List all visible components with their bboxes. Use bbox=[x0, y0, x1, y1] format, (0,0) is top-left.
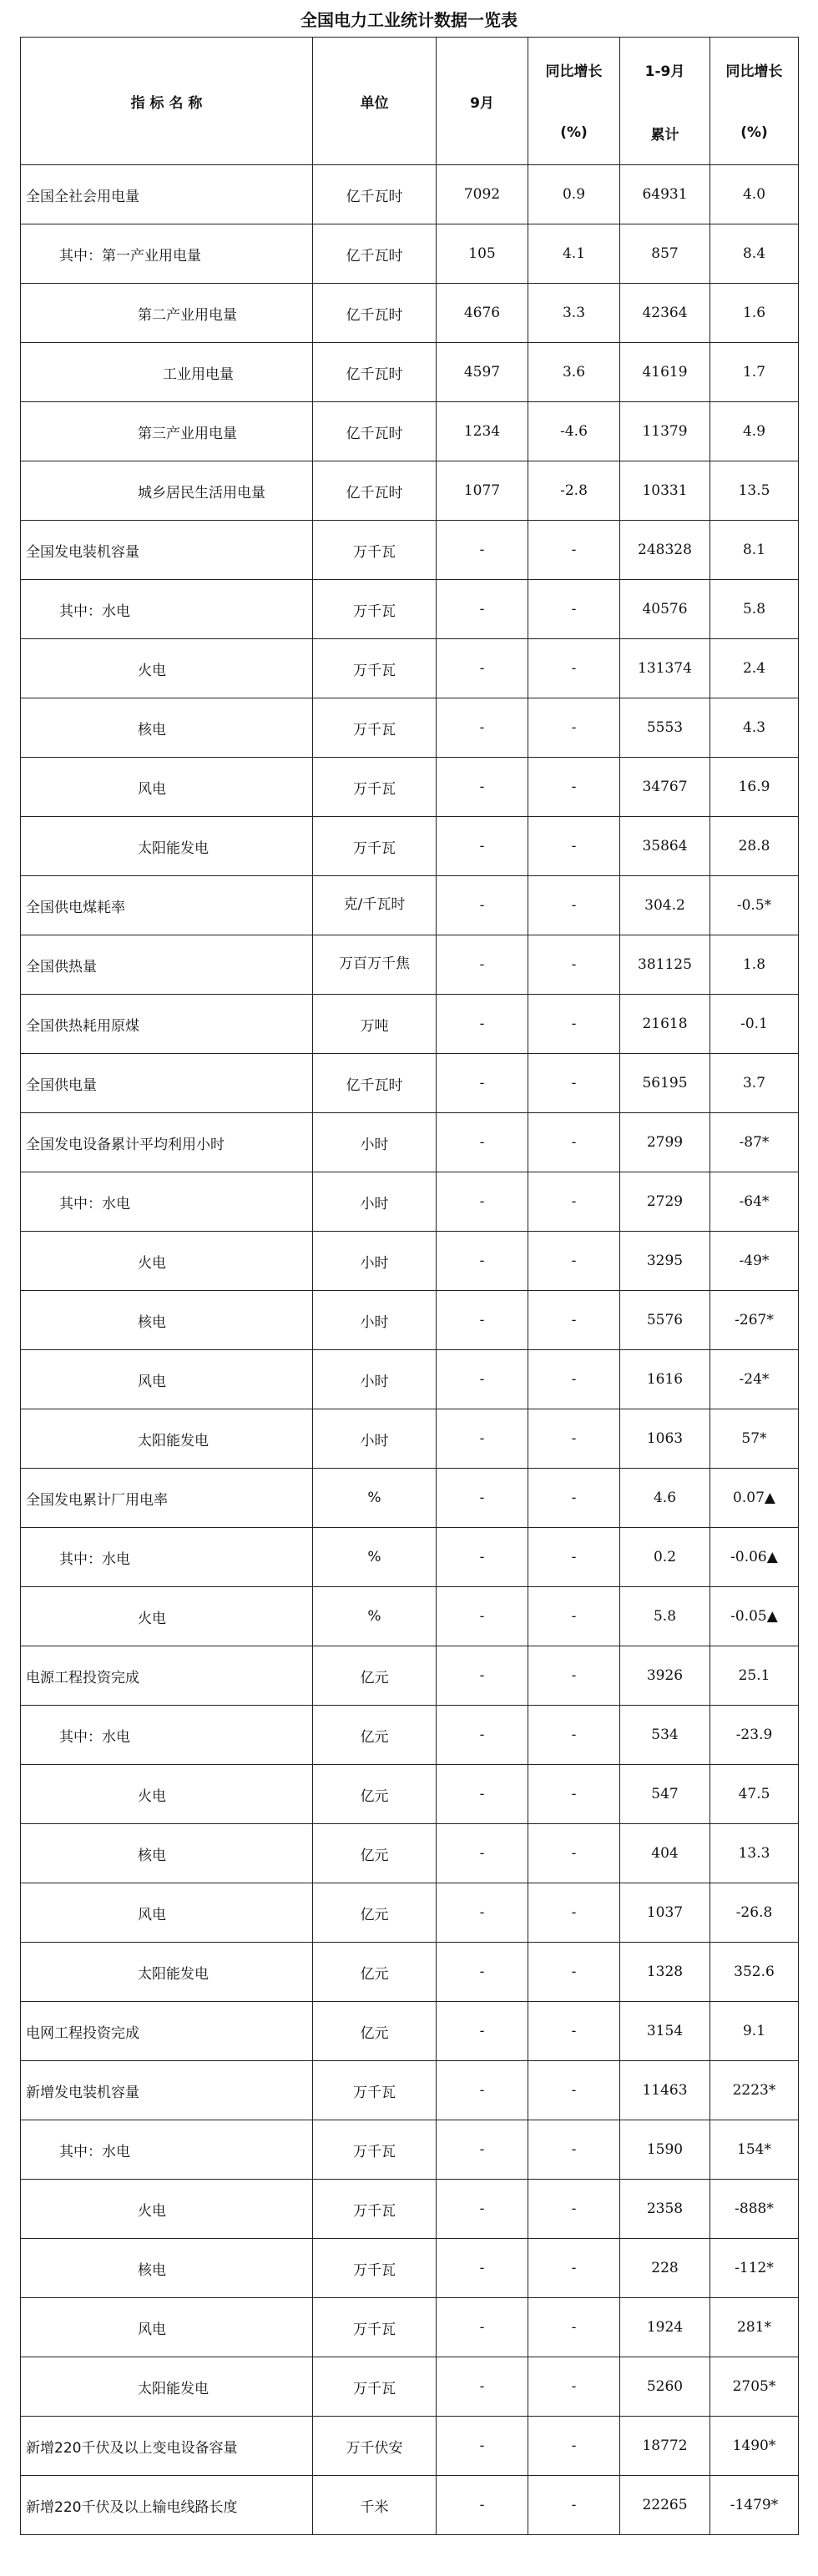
unit-cell: 小时 bbox=[313, 1113, 437, 1172]
month-yoy-cell: - bbox=[528, 1172, 620, 1232]
indicator-name-cell: 核电 bbox=[21, 1291, 313, 1350]
ytd-yoy-cell: 4.9 bbox=[710, 402, 799, 461]
ytd-yoy-cell: 1490* bbox=[710, 2417, 799, 2476]
indicator-name-cell: 火电 bbox=[21, 1765, 313, 1824]
month-yoy-cell: - bbox=[528, 1883, 620, 1943]
ytd-value-cell: 3154 bbox=[620, 2002, 710, 2061]
ytd-value-cell: 2358 bbox=[620, 2180, 710, 2239]
unit-cell: 亿元 bbox=[313, 1883, 437, 1943]
header-yoy-month bbox=[528, 38, 620, 165]
ytd-value-cell: 56195 bbox=[620, 1054, 710, 1113]
month-yoy-cell: - bbox=[528, 1765, 620, 1824]
ytd-yoy-cell: -267* bbox=[710, 1291, 799, 1350]
indicator-name-cell: 全国供热耗用原煤 bbox=[21, 995, 313, 1054]
month-yoy-cell: - bbox=[528, 2061, 620, 2120]
unit-cell: 万千瓦 bbox=[313, 698, 437, 758]
month-value-cell: - bbox=[437, 2120, 528, 2180]
table-row bbox=[21, 1587, 799, 1646]
unit-cell: 万千瓦 bbox=[313, 758, 437, 817]
ytd-value-cell: 42364 bbox=[620, 284, 710, 343]
unit-cell: 克/千瓦时 bbox=[313, 876, 437, 935]
month-yoy-cell: - bbox=[528, 876, 620, 935]
month-value-cell: - bbox=[437, 817, 528, 876]
table-row bbox=[21, 402, 799, 461]
ytd-value-cell: 41619 bbox=[620, 343, 710, 402]
month-yoy-cell: 3.6 bbox=[528, 343, 620, 402]
header-month: 9月 bbox=[437, 38, 528, 165]
month-value-cell: - bbox=[437, 1350, 528, 1409]
month-value-cell: - bbox=[437, 2298, 528, 2357]
table-row bbox=[21, 1291, 799, 1350]
unit-cell: 小时 bbox=[313, 1172, 437, 1232]
table-row bbox=[21, 2120, 799, 2180]
table-row bbox=[21, 2002, 799, 2061]
header-ytd bbox=[620, 38, 710, 165]
indicator-name-cell: 其中：水电 bbox=[21, 580, 313, 639]
month-value-cell: - bbox=[437, 1706, 528, 1765]
indicator-name-cell: 第二产业用电量 bbox=[21, 284, 313, 343]
month-value-cell: - bbox=[437, 1765, 528, 1824]
ytd-value-cell: 22265 bbox=[620, 2476, 710, 2535]
unit-cell: 万千伏安 bbox=[313, 2417, 437, 2476]
ytd-yoy-cell: -87* bbox=[710, 1113, 799, 1172]
ytd-value-cell: 534 bbox=[620, 1706, 710, 1765]
ytd-yoy-cell: -49* bbox=[710, 1232, 799, 1291]
month-value-cell: - bbox=[437, 758, 528, 817]
indicator-name-cell: 电网工程投资完成 bbox=[21, 2002, 313, 2061]
month-value-cell: - bbox=[437, 580, 528, 639]
month-yoy-cell: - bbox=[528, 1528, 620, 1587]
month-yoy-cell: - bbox=[528, 935, 620, 995]
month-yoy-cell: - bbox=[528, 1824, 620, 1883]
page-title: 全国电力工业统计数据一览表 bbox=[300, 10, 518, 30]
unit-cell: 万千瓦 bbox=[313, 2120, 437, 2180]
unit-cell: 亿千瓦时 bbox=[313, 284, 437, 343]
header-indicator-name: 指 标 名 称 bbox=[21, 38, 313, 165]
unit-cell: 小时 bbox=[313, 1232, 437, 1291]
ytd-yoy-cell: -112* bbox=[710, 2239, 799, 2298]
indicator-name-cell: 电源工程投资完成 bbox=[21, 1646, 313, 1706]
table-row bbox=[21, 2476, 799, 2535]
indicator-name-cell: 太阳能发电 bbox=[21, 2357, 313, 2417]
ytd-yoy-cell: 5.8 bbox=[710, 580, 799, 639]
ytd-value-cell: 5553 bbox=[620, 698, 710, 758]
month-yoy-cell: - bbox=[528, 1113, 620, 1172]
ytd-yoy-cell: 3.7 bbox=[710, 1054, 799, 1113]
header-unit: 单位 bbox=[313, 38, 437, 165]
month-yoy-cell: - bbox=[528, 1291, 620, 1350]
month-yoy-cell: - bbox=[528, 2239, 620, 2298]
indicator-name-cell: 全国发电累计厂用电率 bbox=[21, 1469, 313, 1528]
ytd-yoy-cell: 154* bbox=[710, 2120, 799, 2180]
table-row bbox=[21, 1469, 799, 1528]
ytd-value-cell: 35864 bbox=[620, 817, 710, 876]
ytd-yoy-cell: -888* bbox=[710, 2180, 799, 2239]
month-yoy-cell: - bbox=[528, 995, 620, 1054]
table-row bbox=[21, 2061, 799, 2120]
table-row bbox=[21, 2357, 799, 2417]
ytd-yoy-cell: 8.4 bbox=[710, 224, 799, 284]
ytd-yoy-cell: 25.1 bbox=[710, 1646, 799, 1706]
ytd-value-cell: 1037 bbox=[620, 1883, 710, 1943]
month-value-cell: - bbox=[437, 995, 528, 1054]
ytd-yoy-cell: 281* bbox=[710, 2298, 799, 2357]
month-value-cell: 1077 bbox=[437, 461, 528, 521]
ytd-value-cell: 857 bbox=[620, 224, 710, 284]
indicator-name-cell: 新增220千伏及以上输电线路长度 bbox=[21, 2476, 313, 2535]
month-value-cell: - bbox=[437, 2417, 528, 2476]
table-row bbox=[21, 1765, 799, 1824]
unit-cell: 万千瓦 bbox=[313, 2298, 437, 2357]
ytd-value-cell: 1063 bbox=[620, 1409, 710, 1469]
indicator-name-cell: 新增发电装机容量 bbox=[21, 2061, 313, 2120]
indicator-name-cell: 火电 bbox=[21, 1232, 313, 1291]
table-row bbox=[21, 1054, 799, 1113]
month-value-cell: - bbox=[437, 2061, 528, 2120]
ytd-yoy-cell: -0.1 bbox=[710, 995, 799, 1054]
table-row bbox=[21, 876, 799, 935]
table-row bbox=[21, 817, 799, 876]
month-yoy-cell: - bbox=[528, 758, 620, 817]
month-yoy-cell: 4.1 bbox=[528, 224, 620, 284]
ytd-value-cell: 248328 bbox=[620, 521, 710, 580]
ytd-yoy-cell: 13.5 bbox=[710, 461, 799, 521]
month-yoy-cell: -2.8 bbox=[528, 461, 620, 521]
ytd-value-cell: 2729 bbox=[620, 1172, 710, 1232]
unit-cell: 亿千瓦时 bbox=[313, 1054, 437, 1113]
month-yoy-cell: - bbox=[528, 698, 620, 758]
indicator-name-cell: 全国发电装机容量 bbox=[21, 521, 313, 580]
ytd-yoy-cell: 47.5 bbox=[710, 1765, 799, 1824]
ytd-value-cell: 11463 bbox=[620, 2061, 710, 2120]
indicator-name-cell: 其中：水电 bbox=[21, 1528, 313, 1587]
unit-cell: 万千瓦 bbox=[313, 2239, 437, 2298]
month-value-cell: - bbox=[437, 2180, 528, 2239]
ytd-value-cell: 131374 bbox=[620, 639, 710, 698]
unit-cell: 小时 bbox=[313, 1350, 437, 1409]
indicator-name-cell: 太阳能发电 bbox=[21, 1943, 313, 2002]
month-value-cell: - bbox=[437, 521, 528, 580]
unit-cell: % bbox=[313, 1528, 437, 1587]
table-row bbox=[21, 1646, 799, 1706]
ytd-value-cell: 228 bbox=[620, 2239, 710, 2298]
table-row bbox=[21, 935, 799, 995]
ytd-yoy-cell: 2.4 bbox=[710, 639, 799, 698]
indicator-name-cell: 工业用电量 bbox=[21, 343, 313, 402]
table-row bbox=[21, 461, 799, 521]
unit-cell: 亿千瓦时 bbox=[313, 461, 437, 521]
month-value-cell: - bbox=[437, 935, 528, 995]
ytd-value-cell: 1328 bbox=[620, 1943, 710, 2002]
indicator-name-cell: 火电 bbox=[21, 2180, 313, 2239]
month-yoy-cell: - bbox=[528, 2357, 620, 2417]
table-row bbox=[21, 580, 799, 639]
indicator-name-cell: 太阳能发电 bbox=[21, 1409, 313, 1469]
unit-cell: 亿元 bbox=[313, 1646, 437, 1706]
indicator-name-cell: 核电 bbox=[21, 698, 313, 758]
table-row bbox=[21, 639, 799, 698]
ytd-yoy-cell: 57* bbox=[710, 1409, 799, 1469]
table-row bbox=[21, 2417, 799, 2476]
table-row bbox=[21, 1409, 799, 1469]
month-value-cell: 105 bbox=[437, 224, 528, 284]
indicator-name-cell: 风电 bbox=[21, 1883, 313, 1943]
month-yoy-cell: - bbox=[528, 1054, 620, 1113]
ytd-value-cell: 34767 bbox=[620, 758, 710, 817]
month-yoy-cell: - bbox=[528, 1469, 620, 1528]
indicator-name-cell: 全国供电煤耗率 bbox=[21, 876, 313, 935]
unit-cell: 万百万千焦 bbox=[313, 935, 437, 995]
table-row bbox=[21, 521, 799, 580]
table-row bbox=[21, 284, 799, 343]
ytd-value-cell: 18772 bbox=[620, 2417, 710, 2476]
month-value-cell: - bbox=[437, 1943, 528, 2002]
unit-cell: 万千瓦 bbox=[313, 2357, 437, 2417]
indicator-name-cell: 新增220千伏及以上变电设备容量 bbox=[21, 2417, 313, 2476]
ytd-value-cell: 64931 bbox=[620, 165, 710, 224]
month-value-cell: - bbox=[437, 1528, 528, 1587]
table-row bbox=[21, 1172, 799, 1232]
ytd-yoy-cell: -0.5* bbox=[710, 876, 799, 935]
month-yoy-cell: 3.3 bbox=[528, 284, 620, 343]
header-yoy-ytd-unit: (%) bbox=[740, 124, 768, 141]
ytd-value-cell: 5260 bbox=[620, 2357, 710, 2417]
unit-cell: 万千瓦 bbox=[313, 580, 437, 639]
header-yoy-ytd bbox=[710, 38, 799, 165]
indicator-name-cell: 全国全社会用电量 bbox=[21, 165, 313, 224]
ytd-yoy-cell: 16.9 bbox=[710, 758, 799, 817]
indicator-name-cell: 其中：水电 bbox=[21, 1172, 313, 1232]
table-row bbox=[21, 1113, 799, 1172]
month-value-cell: 7092 bbox=[437, 165, 528, 224]
indicator-name-cell: 全国供电量 bbox=[21, 1054, 313, 1113]
table-row bbox=[21, 758, 799, 817]
month-yoy-cell: - bbox=[528, 639, 620, 698]
month-yoy-cell: - bbox=[528, 1587, 620, 1646]
month-value-cell: - bbox=[437, 1646, 528, 1706]
ytd-yoy-cell: 13.3 bbox=[710, 1824, 799, 1883]
table-row bbox=[21, 165, 799, 224]
unit-cell: 亿千瓦时 bbox=[313, 165, 437, 224]
unit-cell: 万吨 bbox=[313, 995, 437, 1054]
table-row bbox=[21, 2180, 799, 2239]
month-yoy-cell: - bbox=[528, 521, 620, 580]
month-yoy-cell: - bbox=[528, 2476, 620, 2535]
ytd-value-cell: 1616 bbox=[620, 1350, 710, 1409]
table-header-row bbox=[21, 38, 799, 165]
ytd-yoy-cell: 4.3 bbox=[710, 698, 799, 758]
month-value-cell: 4676 bbox=[437, 284, 528, 343]
month-value-cell: - bbox=[437, 2476, 528, 2535]
ytd-yoy-cell: -1479* bbox=[710, 2476, 799, 2535]
unit-cell: 亿千瓦时 bbox=[313, 402, 437, 461]
month-yoy-cell: - bbox=[528, 2180, 620, 2239]
month-value-cell: - bbox=[437, 1232, 528, 1291]
month-value-cell: - bbox=[437, 2002, 528, 2061]
indicator-name-cell: 城乡居民生活用电量 bbox=[21, 461, 313, 521]
indicator-name-cell: 核电 bbox=[21, 2239, 313, 2298]
unit-cell: 千米 bbox=[313, 2476, 437, 2535]
table-row bbox=[21, 2239, 799, 2298]
ytd-value-cell: 404 bbox=[620, 1824, 710, 1883]
unit-cell: 万千瓦 bbox=[313, 521, 437, 580]
header-ytd-sub: 累计 bbox=[650, 126, 679, 144]
ytd-yoy-cell: 1.6 bbox=[710, 284, 799, 343]
unit-cell: 万千瓦 bbox=[313, 2061, 437, 2120]
month-yoy-cell: - bbox=[528, 1646, 620, 1706]
table-row bbox=[21, 1943, 799, 2002]
ytd-value-cell: 1590 bbox=[620, 2120, 710, 2180]
ytd-yoy-cell: 4.0 bbox=[710, 165, 799, 224]
ytd-value-cell: 3295 bbox=[620, 1232, 710, 1291]
table-row bbox=[21, 995, 799, 1054]
month-value-cell: - bbox=[437, 698, 528, 758]
month-yoy-cell: -4.6 bbox=[528, 402, 620, 461]
unit-cell: % bbox=[313, 1587, 437, 1646]
table-body bbox=[21, 165, 799, 2535]
indicator-name-cell: 火电 bbox=[21, 639, 313, 698]
unit-cell: 亿元 bbox=[313, 1706, 437, 1765]
ytd-yoy-cell: -23.9 bbox=[710, 1706, 799, 1765]
indicator-name-cell: 其中：水电 bbox=[21, 2120, 313, 2180]
table-row bbox=[21, 1350, 799, 1409]
indicator-name-cell: 其中：水电 bbox=[21, 1706, 313, 1765]
ytd-yoy-cell: 2223* bbox=[710, 2061, 799, 2120]
month-yoy-cell: - bbox=[528, 1409, 620, 1469]
unit-cell: 亿元 bbox=[313, 1824, 437, 1883]
indicator-name-cell: 全国发电设备累计平均利用小时 bbox=[21, 1113, 313, 1172]
unit-cell: 小时 bbox=[313, 1409, 437, 1469]
month-yoy-cell: 0.9 bbox=[528, 165, 620, 224]
ytd-yoy-cell: 2705* bbox=[710, 2357, 799, 2417]
ytd-value-cell: 2799 bbox=[620, 1113, 710, 1172]
ytd-yoy-cell: -26.8 bbox=[710, 1883, 799, 1943]
indicator-name-cell: 火电 bbox=[21, 1587, 313, 1646]
table-row bbox=[21, 343, 799, 402]
month-value-cell: - bbox=[437, 1883, 528, 1943]
month-value-cell: - bbox=[437, 1587, 528, 1646]
ytd-value-cell: 4.6 bbox=[620, 1469, 710, 1528]
table-row bbox=[21, 1824, 799, 1883]
ytd-value-cell: 5576 bbox=[620, 1291, 710, 1350]
ytd-yoy-cell: 28.8 bbox=[710, 817, 799, 876]
table-row bbox=[21, 1528, 799, 1587]
indicator-name-cell: 太阳能发电 bbox=[21, 817, 313, 876]
ytd-value-cell: 547 bbox=[620, 1765, 710, 1824]
table-row bbox=[21, 1706, 799, 1765]
month-value-cell: - bbox=[437, 1291, 528, 1350]
ytd-value-cell: 10331 bbox=[620, 461, 710, 521]
unit-cell: 亿元 bbox=[313, 1765, 437, 1824]
month-yoy-cell: - bbox=[528, 1943, 620, 2002]
header-yoy-month-label: 同比增长 bbox=[545, 63, 603, 80]
table-row bbox=[21, 2298, 799, 2357]
month-value-cell: - bbox=[437, 1469, 528, 1528]
month-yoy-cell: - bbox=[528, 1350, 620, 1409]
unit-cell: % bbox=[313, 1469, 437, 1528]
month-value-cell: - bbox=[437, 1054, 528, 1113]
month-yoy-cell: - bbox=[528, 2298, 620, 2357]
month-yoy-cell: - bbox=[528, 1232, 620, 1291]
unit-cell: 亿千瓦时 bbox=[313, 224, 437, 284]
ytd-yoy-cell: -0.06▲ bbox=[710, 1528, 799, 1587]
month-yoy-cell: - bbox=[528, 1706, 620, 1765]
month-yoy-cell: - bbox=[528, 580, 620, 639]
ytd-yoy-cell: -0.05▲ bbox=[710, 1587, 799, 1646]
ytd-yoy-cell: 1.7 bbox=[710, 343, 799, 402]
unit-cell: 万千瓦 bbox=[313, 639, 437, 698]
ytd-yoy-cell: 9.1 bbox=[710, 2002, 799, 2061]
month-value-cell: - bbox=[437, 2239, 528, 2298]
month-value-cell: - bbox=[437, 1113, 528, 1172]
indicator-name-cell: 其中：第一产业用电量 bbox=[21, 224, 313, 284]
month-yoy-cell: - bbox=[528, 817, 620, 876]
ytd-value-cell: 381125 bbox=[620, 935, 710, 995]
ytd-value-cell: 0.2 bbox=[620, 1528, 710, 1587]
table-row bbox=[21, 698, 799, 758]
header-yoy-month-unit: (%) bbox=[560, 124, 588, 141]
ytd-yoy-cell: 8.1 bbox=[710, 521, 799, 580]
header-ytd-label: 1-9月 bbox=[644, 63, 685, 80]
table-row bbox=[21, 1883, 799, 1943]
indicator-name-cell: 风电 bbox=[21, 758, 313, 817]
unit-cell: 亿元 bbox=[313, 1943, 437, 2002]
unit-cell: 小时 bbox=[313, 1291, 437, 1350]
ytd-value-cell: 40576 bbox=[620, 580, 710, 639]
ytd-yoy-cell: 352.6 bbox=[710, 1943, 799, 2002]
unit-cell: 亿元 bbox=[313, 2002, 437, 2061]
indicator-name-cell: 风电 bbox=[21, 1350, 313, 1409]
month-value-cell: - bbox=[437, 639, 528, 698]
month-value-cell: - bbox=[437, 1409, 528, 1469]
indicator-name-cell: 全国供热量 bbox=[21, 935, 313, 995]
month-value-cell: - bbox=[437, 1172, 528, 1232]
table-row bbox=[21, 1232, 799, 1291]
unit-cell: 万千瓦 bbox=[313, 2180, 437, 2239]
month-yoy-cell: - bbox=[528, 2120, 620, 2180]
unit-cell: 亿千瓦时 bbox=[313, 343, 437, 402]
ytd-value-cell: 21618 bbox=[620, 995, 710, 1054]
header-yoy-ytd-label: 同比增长 bbox=[725, 63, 783, 80]
indicator-name-cell: 核电 bbox=[21, 1824, 313, 1883]
ytd-yoy-cell: -24* bbox=[710, 1350, 799, 1409]
month-value-cell: - bbox=[437, 876, 528, 935]
month-yoy-cell: - bbox=[528, 2417, 620, 2476]
ytd-yoy-cell: -64* bbox=[710, 1172, 799, 1232]
ytd-yoy-cell: 0.07▲ bbox=[710, 1469, 799, 1528]
indicator-name-cell: 风电 bbox=[21, 2298, 313, 2357]
ytd-value-cell: 3926 bbox=[620, 1646, 710, 1706]
month-yoy-cell: - bbox=[528, 2002, 620, 2061]
ytd-yoy-cell: 1.8 bbox=[710, 935, 799, 995]
ytd-value-cell: 1924 bbox=[620, 2298, 710, 2357]
month-value-cell: - bbox=[437, 2357, 528, 2417]
month-value-cell: 1234 bbox=[437, 402, 528, 461]
ytd-value-cell: 5.8 bbox=[620, 1587, 710, 1646]
ytd-value-cell: 304.2 bbox=[620, 876, 710, 935]
ytd-value-cell: 11379 bbox=[620, 402, 710, 461]
indicator-name-cell: 第三产业用电量 bbox=[21, 402, 313, 461]
month-value-cell: 4597 bbox=[437, 343, 528, 402]
table-row bbox=[21, 224, 799, 284]
statistics-table bbox=[20, 37, 799, 2535]
unit-cell: 万千瓦 bbox=[313, 817, 437, 876]
month-value-cell: - bbox=[437, 1824, 528, 1883]
